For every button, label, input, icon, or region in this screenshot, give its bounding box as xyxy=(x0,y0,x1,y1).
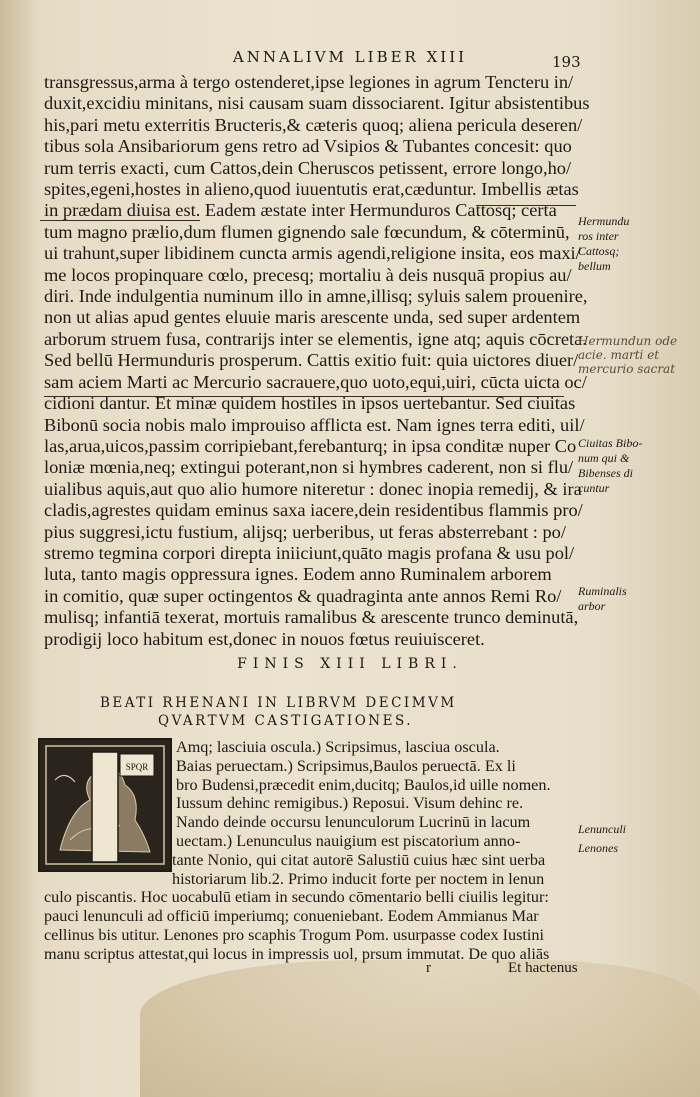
text-line: loniæ mœnia,neq; extingui poterant,non si hymbres caderent, non si flu/ xyxy=(44,457,574,478)
text-line: bro Budensi,præcedit enim,ducitq; Baulos,id uille nomen. xyxy=(176,775,551,794)
text-line: cidioni dantur. Et minæ quidem hostiles in ipsos uertebantur. Sed ciuitas xyxy=(44,393,576,414)
text-line: sam aciem Marti ac Mercurio sacrauere,quo uoto,equi,uiri, cūcta uicta oc/ xyxy=(44,371,587,392)
text-line: pius suggresi,ictu fustium, alijsq; uerberibus, ut feras absterrebant : po/ xyxy=(44,521,566,542)
text-line: las,arua,uicos,passim corripiebant,ferebanturq; in ipsa conditæ nuper Co xyxy=(44,435,577,456)
text-line: Bibonū socia nobis malo improuiso afflicta est. Nam ignes terra editi, uil/ xyxy=(44,414,585,435)
book-end-mark: FINIS XIII LIBRI. xyxy=(237,656,463,672)
woodcut-banner-text: SPQR xyxy=(125,762,149,772)
text-line: culo piscantis. Hoc uocabulū etiam in secundo cōmentario belli ciuilis legitur: xyxy=(44,888,549,907)
margin-note-ciuitas: Ciuitas Bibo- num qui & Bibenses di cuntur xyxy=(578,436,643,495)
margin-note-ruminalis: Ruminalis arbor xyxy=(578,584,627,613)
section-title: BEATI RHENANI IN LIBRVM DECIMVM QVARTVM CASTIGATIONES. xyxy=(100,695,457,729)
text-line: Amq; lasciuia oscula.) Scripsimus, lasciua oscula. xyxy=(176,738,500,756)
running-title: ANNALIVM LIBER XIII xyxy=(232,48,468,66)
text-line: ui trahunt,super libidinem cuncta armis agendi,religione insita, eos maxi/ xyxy=(44,243,581,264)
ink-underline xyxy=(476,205,576,206)
margin-note-lenunculi: Lenunculi Lenones xyxy=(578,822,626,855)
text-line: luta, tanto magis oppressura ignes. Eodem anno Ruminalem arborem xyxy=(44,564,552,585)
text-line: his,pari metu exterritis Bructeris,& cæteris quoq; aliena pericula deseren/ xyxy=(44,114,583,135)
text-line: mulisq; infantiā texerat, mortuis ramalibus & arescente trunco deminutā, xyxy=(44,607,579,628)
text-line: tum magno prælio,dum flumen gignendo sale fœcundum, & cōterminū, xyxy=(44,221,570,242)
text-line: Iussum dehinc remigibus.) Reposui. Visum dehinc re. xyxy=(176,794,524,813)
text-line: tante Nonio, qui citat autorē Salustiū cuius hæc sint uerba xyxy=(172,850,546,869)
text-line: Nando deinde occursu lenunculorum Lucrinū in lacum xyxy=(176,813,531,832)
handwritten-marginal-note: Hermundun ode acie. marti et mercurio sacrat xyxy=(578,334,678,376)
text-line: spites,egeni,hostes in alieno,quod iuuentutis erat,cæduntur. Imbellis ætas xyxy=(44,179,579,200)
text-line: cellinus bis utitur. Lenones pro scaphis Trogum Pom. usurpasse codex Iustini xyxy=(44,925,544,944)
text-line: tibus sola Ansibariorum gens retro ad Vsipios & Tubantes concesit: quo xyxy=(44,136,572,157)
text-line: non ut alias apud gentes eluuie maris arescente unda, sed super ardentem xyxy=(44,307,581,328)
catchword: Et hactenus xyxy=(508,960,578,976)
text-line: rum terris exacti, cum Cattos,dein Cheruscos petissent, errore longo,ho/ xyxy=(44,157,572,178)
ink-underline xyxy=(44,396,564,397)
text-line: stremo tegmina corpori direpta iniiciunt,quāto magis profana & usu pol/ xyxy=(44,542,575,563)
text-line: duxit,excidiu minitans, nisi causam suam dissociarent. Igitur absistentibus xyxy=(44,93,590,114)
text-line: me locos propinquare cœlo, precesq; mortaliu à deis nusquā propius au/ xyxy=(44,264,572,285)
commentary-text-block xyxy=(44,738,574,964)
water-stain xyxy=(140,960,700,1097)
signature-mark: r xyxy=(426,960,431,976)
folio-number: 193 xyxy=(552,53,581,71)
text-line: manu scriptus attestat,qui locus in impressis uol, prsum immutat. De quo aliās xyxy=(44,944,550,963)
text-line: pauci lenunculi ad officiū imperiumq; conueniebant. Eodem Ammianus Mar xyxy=(44,907,539,926)
text-line: diri. Inde indulgentia numinum illo in amne,illisq; syluis salem prouenire, xyxy=(44,286,588,307)
text-line: uectam.) Lenunculus nauigium est piscatorium anno- xyxy=(176,831,521,850)
main-text-block xyxy=(44,72,590,650)
text-line: in prædam diuisa est. Eadem æstate inter Hermunduros Cattosq; certa xyxy=(44,200,557,221)
text-line: historiarum lib.2. Primo inducit forte per noctem in lenun xyxy=(172,869,545,888)
ink-underline xyxy=(40,220,200,221)
text-line: uialibus aquis,aut quo alio humore niteretur : donec inopia remedij, & ira xyxy=(44,478,582,499)
text-line: prodigij loco habitum est,donec in nouos fœtus reuiuisceret. xyxy=(44,628,485,649)
text-line: Sed bellū Hermunduris prosperum. Cattis exitio fuit: quia uictores diuer/ xyxy=(44,350,579,371)
margin-note-hermunduri: Hermundu ros inter Cattosq; bellum xyxy=(578,214,630,273)
text-line: Baias peruectam.) Scripsimus,Baulos peruectā. Ex li xyxy=(176,756,516,775)
text-line: transgressus,arma à tergo ostenderet,ipse legiones in agrum Tencteru in/ xyxy=(44,72,574,92)
text-line: in comitio, quæ super octingentos & quadraginta ante annos Remi Ro/ xyxy=(44,585,562,606)
text-line: arborum struem fusa, contrarijs inter se elementis, igne atq; aquis cōcreta. xyxy=(44,328,587,349)
text-line: cladis,agrestes quidam eminus saxa iacere,dein residentibus flammis pro/ xyxy=(44,500,583,521)
